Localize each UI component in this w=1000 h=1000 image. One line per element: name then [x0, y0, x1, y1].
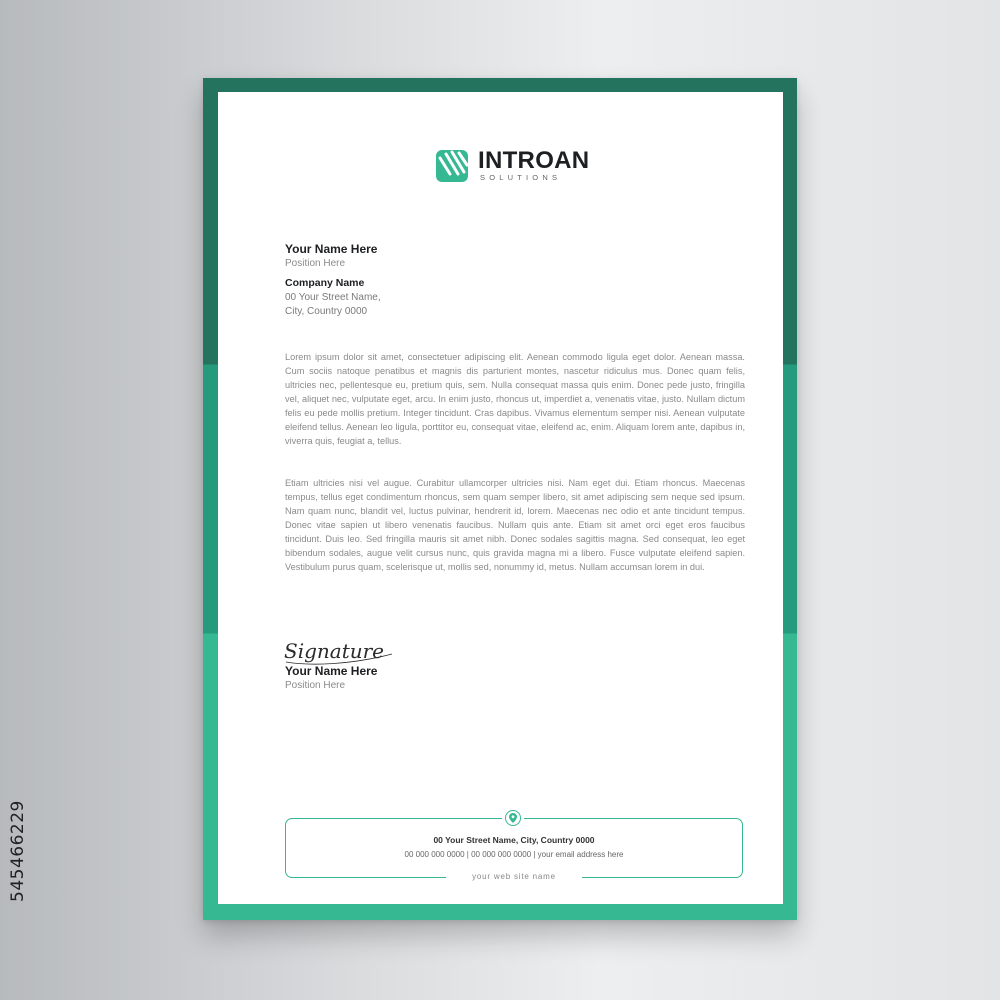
handwritten-signature	[280, 632, 400, 668]
footer-address: 00 Your Street Name, City, Country 0000	[433, 835, 595, 845]
diagonal-stripes-logo-icon	[436, 150, 468, 182]
logo-tagline: SOLUTIONS	[480, 173, 562, 182]
letterhead-frame	[203, 78, 797, 920]
body-paragraph-1: Lorem ipsum dolor sit amet, consectetuer adipiscing elit. Aenean commodo ligula eget dolor. Aenean massa. Cum sociis natoque penatibus et magnis dis parturient montes, nascetur ridiculus mus. Donec quam felis, ultricies nec, pellentesque eu, pretium quis, sem. Nulla consequat massa quis enim. Donec pede justo, fringilla vel, aliquet nec, vulputate eget, arcu. In enim justo, rhoncus ut, imperdiet a, venenatis vitae, justo. Nullam dictum felis eu pede mollis pretium. Integer tincidunt. Cras dapibus. Vivamus elementum semper nisi. Aenean vulputate eleifend tellus. Aenean leo ligula, porttitor eu, consequat vitae, eleifend ac, enim. Aliquam lorem ante, dapibus in, viverra quis, feugiat a, tellus.	[285, 352, 745, 446]
logo-name: INTROAN	[478, 147, 590, 174]
footer-contact: 00 000 000 0000 | 00 000 000 0000 | your email address here	[404, 850, 624, 859]
signature-text: Signature	[284, 639, 385, 663]
address-line-2: City, Country 0000	[285, 306, 368, 317]
pin-badge	[502, 807, 524, 829]
signoff-position: Position Here	[285, 680, 346, 691]
footer-contact-box	[285, 818, 743, 881]
location-pin-icon	[505, 810, 521, 826]
pin-glyph	[509, 813, 517, 823]
sender-position: Position Here	[285, 258, 346, 269]
letterhead-sheet	[218, 92, 783, 904]
signoff-name: Your Name Here	[285, 664, 378, 678]
company-name: Company Name	[285, 277, 365, 289]
body-paragraph-2: Etiam ultricies nisi vel augue. Curabitur ullamcorper ultricies nisi. Nam eget dui. Etiam rhoncus. Maecenas tempus, tellus eget condimentum rhoncus, sem quam semper libero, sit amet adipiscing sem neque sed ipsum. Nam quam nunc, blandit vel, luctus pulvinar, hendrerit id, lorem. Maecenas nec odio et ante tincidunt tempus. Donec vitae sapien ut libero venenatis faucibus. Nullam quis ante. Etiam sit amet orci eget eros faucibus tincidunt. Duis leo. Sed fringilla mauris sit amet nibh. Donec sodales sagittis magna. Sed consequat, leo eget bibendum sodales, augue velit cursus nunc, quis gravida magna mi a libero. Fusce vulputate eleifend sapien. Vestibulum purus quam, scelerisque ut, mollis sed, nonummy id, metus. Nullam accumsan lorem in dui.	[285, 478, 745, 572]
address-line-1: 00 Your Street Name,	[285, 292, 381, 303]
stock-id: 545466229	[8, 800, 28, 902]
sender-name: Your Name Here	[285, 242, 378, 256]
footer-website: your web site name	[446, 871, 582, 883]
